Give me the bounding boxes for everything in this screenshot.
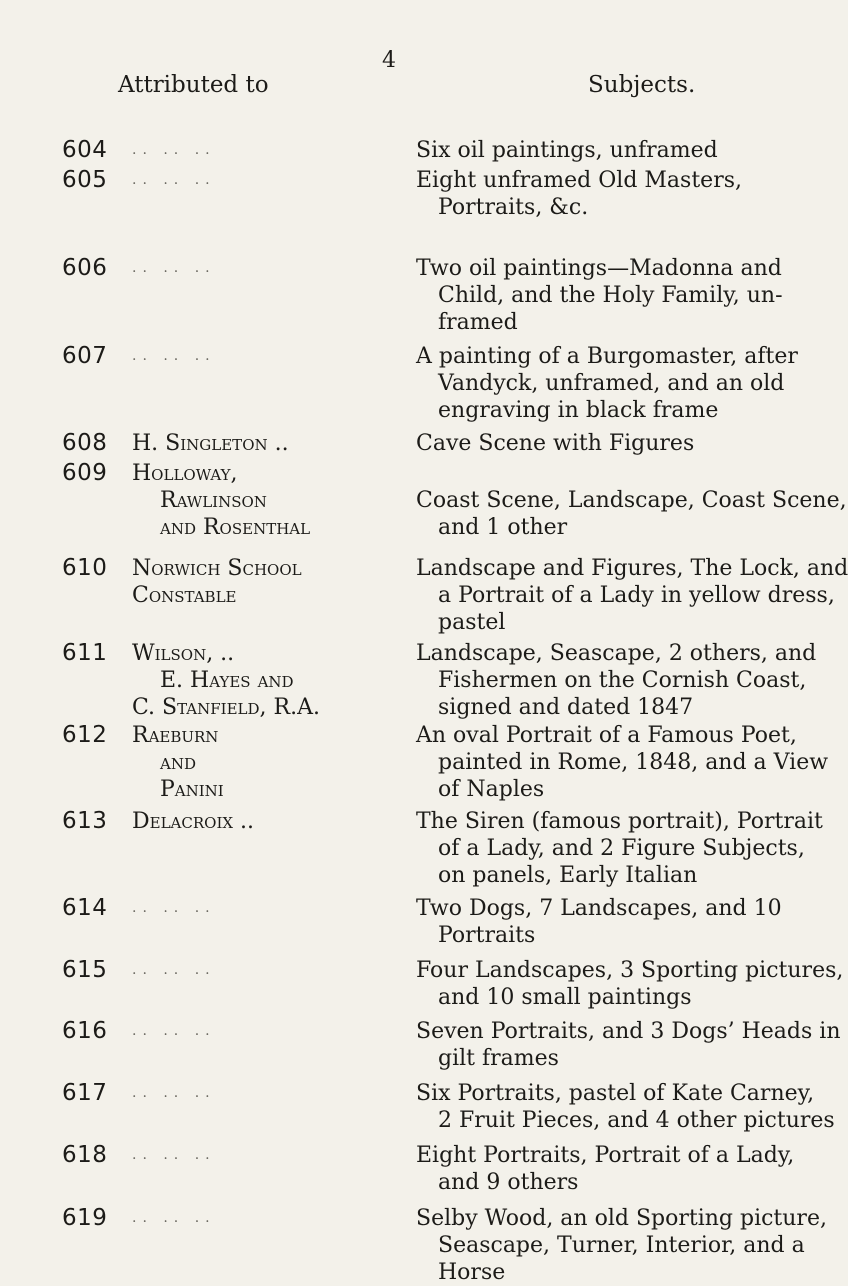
subject-line: of Naples bbox=[438, 777, 545, 802]
subject bbox=[416, 460, 847, 541]
attribution-line: E. Hayes and bbox=[160, 668, 294, 693]
subject bbox=[416, 555, 848, 636]
subject-line: pastel bbox=[438, 610, 506, 635]
attribution-line: .. .. .. bbox=[132, 1085, 216, 1101]
attribution-line: Norwich School bbox=[132, 556, 302, 581]
subject bbox=[416, 1080, 835, 1134]
subject-line: framed bbox=[438, 310, 518, 335]
attribution-line: .. .. .. bbox=[132, 172, 216, 188]
attribution-line: Rawlinson bbox=[160, 488, 267, 513]
attribution bbox=[132, 460, 412, 541]
attribution-line: C. Stanfield, R.A. bbox=[132, 695, 320, 720]
lot-number: 606 bbox=[62, 255, 108, 281]
subject-line: 2 Fruit Pieces, and 4 other pictures bbox=[438, 1108, 835, 1133]
subject-line: Six Portraits, pastel of Kate Carney, bbox=[416, 1081, 815, 1106]
subject-line: The Siren (famous portrait), Portrait bbox=[416, 809, 823, 834]
subject-line: engraving in black frame bbox=[438, 398, 719, 423]
subject-line: An oval Portrait of a Famous Poet, bbox=[416, 723, 797, 748]
subject bbox=[416, 722, 829, 803]
subject-line: painted in Rome, 1848, and a View bbox=[438, 750, 829, 775]
attribution-line: .. .. .. bbox=[132, 348, 216, 364]
subject bbox=[416, 808, 823, 889]
subject-line: Four Landscapes, 3 Sporting pictures, bbox=[416, 958, 844, 983]
attribution bbox=[132, 343, 412, 370]
column-header-attributed: Attributed to bbox=[118, 72, 269, 98]
lot-number: 616 bbox=[62, 1018, 108, 1044]
attribution bbox=[132, 137, 412, 164]
subject-line: Landscape and Figures, The Lock, and bbox=[416, 556, 848, 581]
lot-number: 607 bbox=[62, 343, 108, 369]
attribution bbox=[132, 1142, 412, 1169]
attribution bbox=[132, 640, 412, 721]
subject-line: A painting of a Burgomaster, after bbox=[416, 344, 798, 369]
attribution-line: .. .. .. bbox=[132, 142, 216, 158]
subject bbox=[416, 957, 844, 1011]
subject-line: gilt frames bbox=[438, 1046, 559, 1071]
lot-number: 609 bbox=[62, 460, 108, 486]
subject-line: Landscape, Seascape, 2 others, and bbox=[416, 641, 817, 666]
subject-line: Seven Portraits, and 3 Dogs’ Heads in bbox=[416, 1019, 841, 1044]
subject-line: Portraits bbox=[438, 923, 536, 948]
subject bbox=[416, 640, 817, 721]
subject bbox=[416, 1018, 841, 1072]
subject-line: Horse bbox=[438, 1260, 506, 1285]
subject-line: Portraits, &c. bbox=[438, 195, 589, 220]
subject bbox=[416, 167, 796, 221]
attribution-line: Raeburn bbox=[132, 723, 219, 748]
lot-number: 619 bbox=[62, 1205, 108, 1231]
lot-number: 614 bbox=[62, 895, 108, 921]
subject-line: of a Lady, and 2 Figure Subjects, bbox=[438, 836, 805, 861]
subject bbox=[416, 430, 796, 457]
subject-line: Two Dogs, 7 Landscapes, and 10 bbox=[416, 896, 782, 921]
attribution-line: .. .. .. bbox=[132, 962, 216, 978]
attribution-line: .. .. .. bbox=[132, 1210, 216, 1226]
subject bbox=[416, 895, 796, 949]
attribution-line: and bbox=[160, 750, 196, 775]
subject-line: Vandyck, unframed, and an old bbox=[438, 371, 785, 396]
lot-number: 617 bbox=[62, 1080, 108, 1106]
attribution bbox=[132, 555, 412, 609]
subject-line: and 10 small paintings bbox=[438, 985, 692, 1010]
attribution bbox=[132, 1080, 412, 1107]
subject-line: Eight unframed Old Masters, bbox=[416, 168, 742, 193]
attribution-line: and Rosenthal bbox=[160, 515, 311, 540]
lot-number: 605 bbox=[62, 167, 108, 193]
lot-number: 604 bbox=[62, 137, 108, 163]
subject bbox=[416, 255, 796, 336]
subject-line bbox=[416, 460, 796, 487]
attribution-line: H. Singleton .. bbox=[132, 431, 289, 456]
subject-line: Child, and the Holy Family, un- bbox=[438, 283, 783, 308]
attribution-line: Delacroix .. bbox=[132, 809, 255, 834]
subject-line: Fishermen on the Cornish Coast, bbox=[438, 668, 807, 693]
subject-line: signed and dated 1847 bbox=[438, 695, 694, 720]
subject-line: on panels, Early Italian bbox=[438, 863, 698, 888]
attribution-line: Panini bbox=[160, 777, 224, 802]
subject bbox=[416, 343, 796, 424]
lot-number: 618 bbox=[62, 1142, 108, 1168]
subject-line: Six oil paintings, unframed bbox=[416, 138, 718, 163]
subject-line: Two oil paintings—Madonna and bbox=[416, 256, 782, 281]
page-number: 4 bbox=[382, 48, 396, 73]
subject bbox=[416, 1205, 827, 1286]
attribution-line: .. .. .. bbox=[132, 1023, 216, 1039]
attribution-line: .. .. .. bbox=[132, 900, 216, 916]
subject-line: and 1 other bbox=[438, 515, 568, 540]
attribution bbox=[132, 957, 412, 984]
subject-line: Selby Wood, an old Sporting picture, bbox=[416, 1206, 827, 1231]
attribution-line: .. .. .. bbox=[132, 1147, 216, 1163]
attribution bbox=[132, 895, 412, 922]
attribution-line: .. .. .. bbox=[132, 260, 216, 276]
attribution-line: Constable bbox=[132, 583, 237, 608]
attribution-line: Holloway, bbox=[132, 461, 238, 486]
lot-number: 611 bbox=[62, 640, 108, 666]
subject bbox=[416, 137, 796, 164]
attribution bbox=[132, 1205, 412, 1232]
subject-line: Cave Scene with Figures bbox=[416, 431, 695, 456]
lot-number: 612 bbox=[62, 722, 108, 748]
attribution bbox=[132, 255, 412, 282]
attribution bbox=[132, 808, 412, 835]
subject-line: a Portrait of a Lady in yellow dress, bbox=[438, 583, 835, 608]
attribution bbox=[132, 722, 412, 803]
subject-line: Seascape, Turner, Interior, and a bbox=[438, 1233, 805, 1258]
column-header-subjects: Subjects. bbox=[588, 72, 696, 98]
attribution bbox=[132, 1018, 412, 1045]
lot-number: 613 bbox=[62, 808, 108, 834]
attribution bbox=[132, 167, 412, 194]
subject-line: Eight Portraits, Portrait of a Lady, bbox=[416, 1143, 795, 1168]
lot-number: 608 bbox=[62, 430, 108, 456]
subject bbox=[416, 1142, 796, 1196]
subject-line: Coast Scene, Landscape, Coast Scene, bbox=[416, 488, 847, 513]
subject-line: and 9 others bbox=[438, 1170, 579, 1195]
attribution bbox=[132, 430, 412, 457]
lot-number: 610 bbox=[62, 555, 108, 581]
lot-number: 615 bbox=[62, 957, 108, 983]
attribution-line: Wilson, .. bbox=[132, 641, 235, 666]
